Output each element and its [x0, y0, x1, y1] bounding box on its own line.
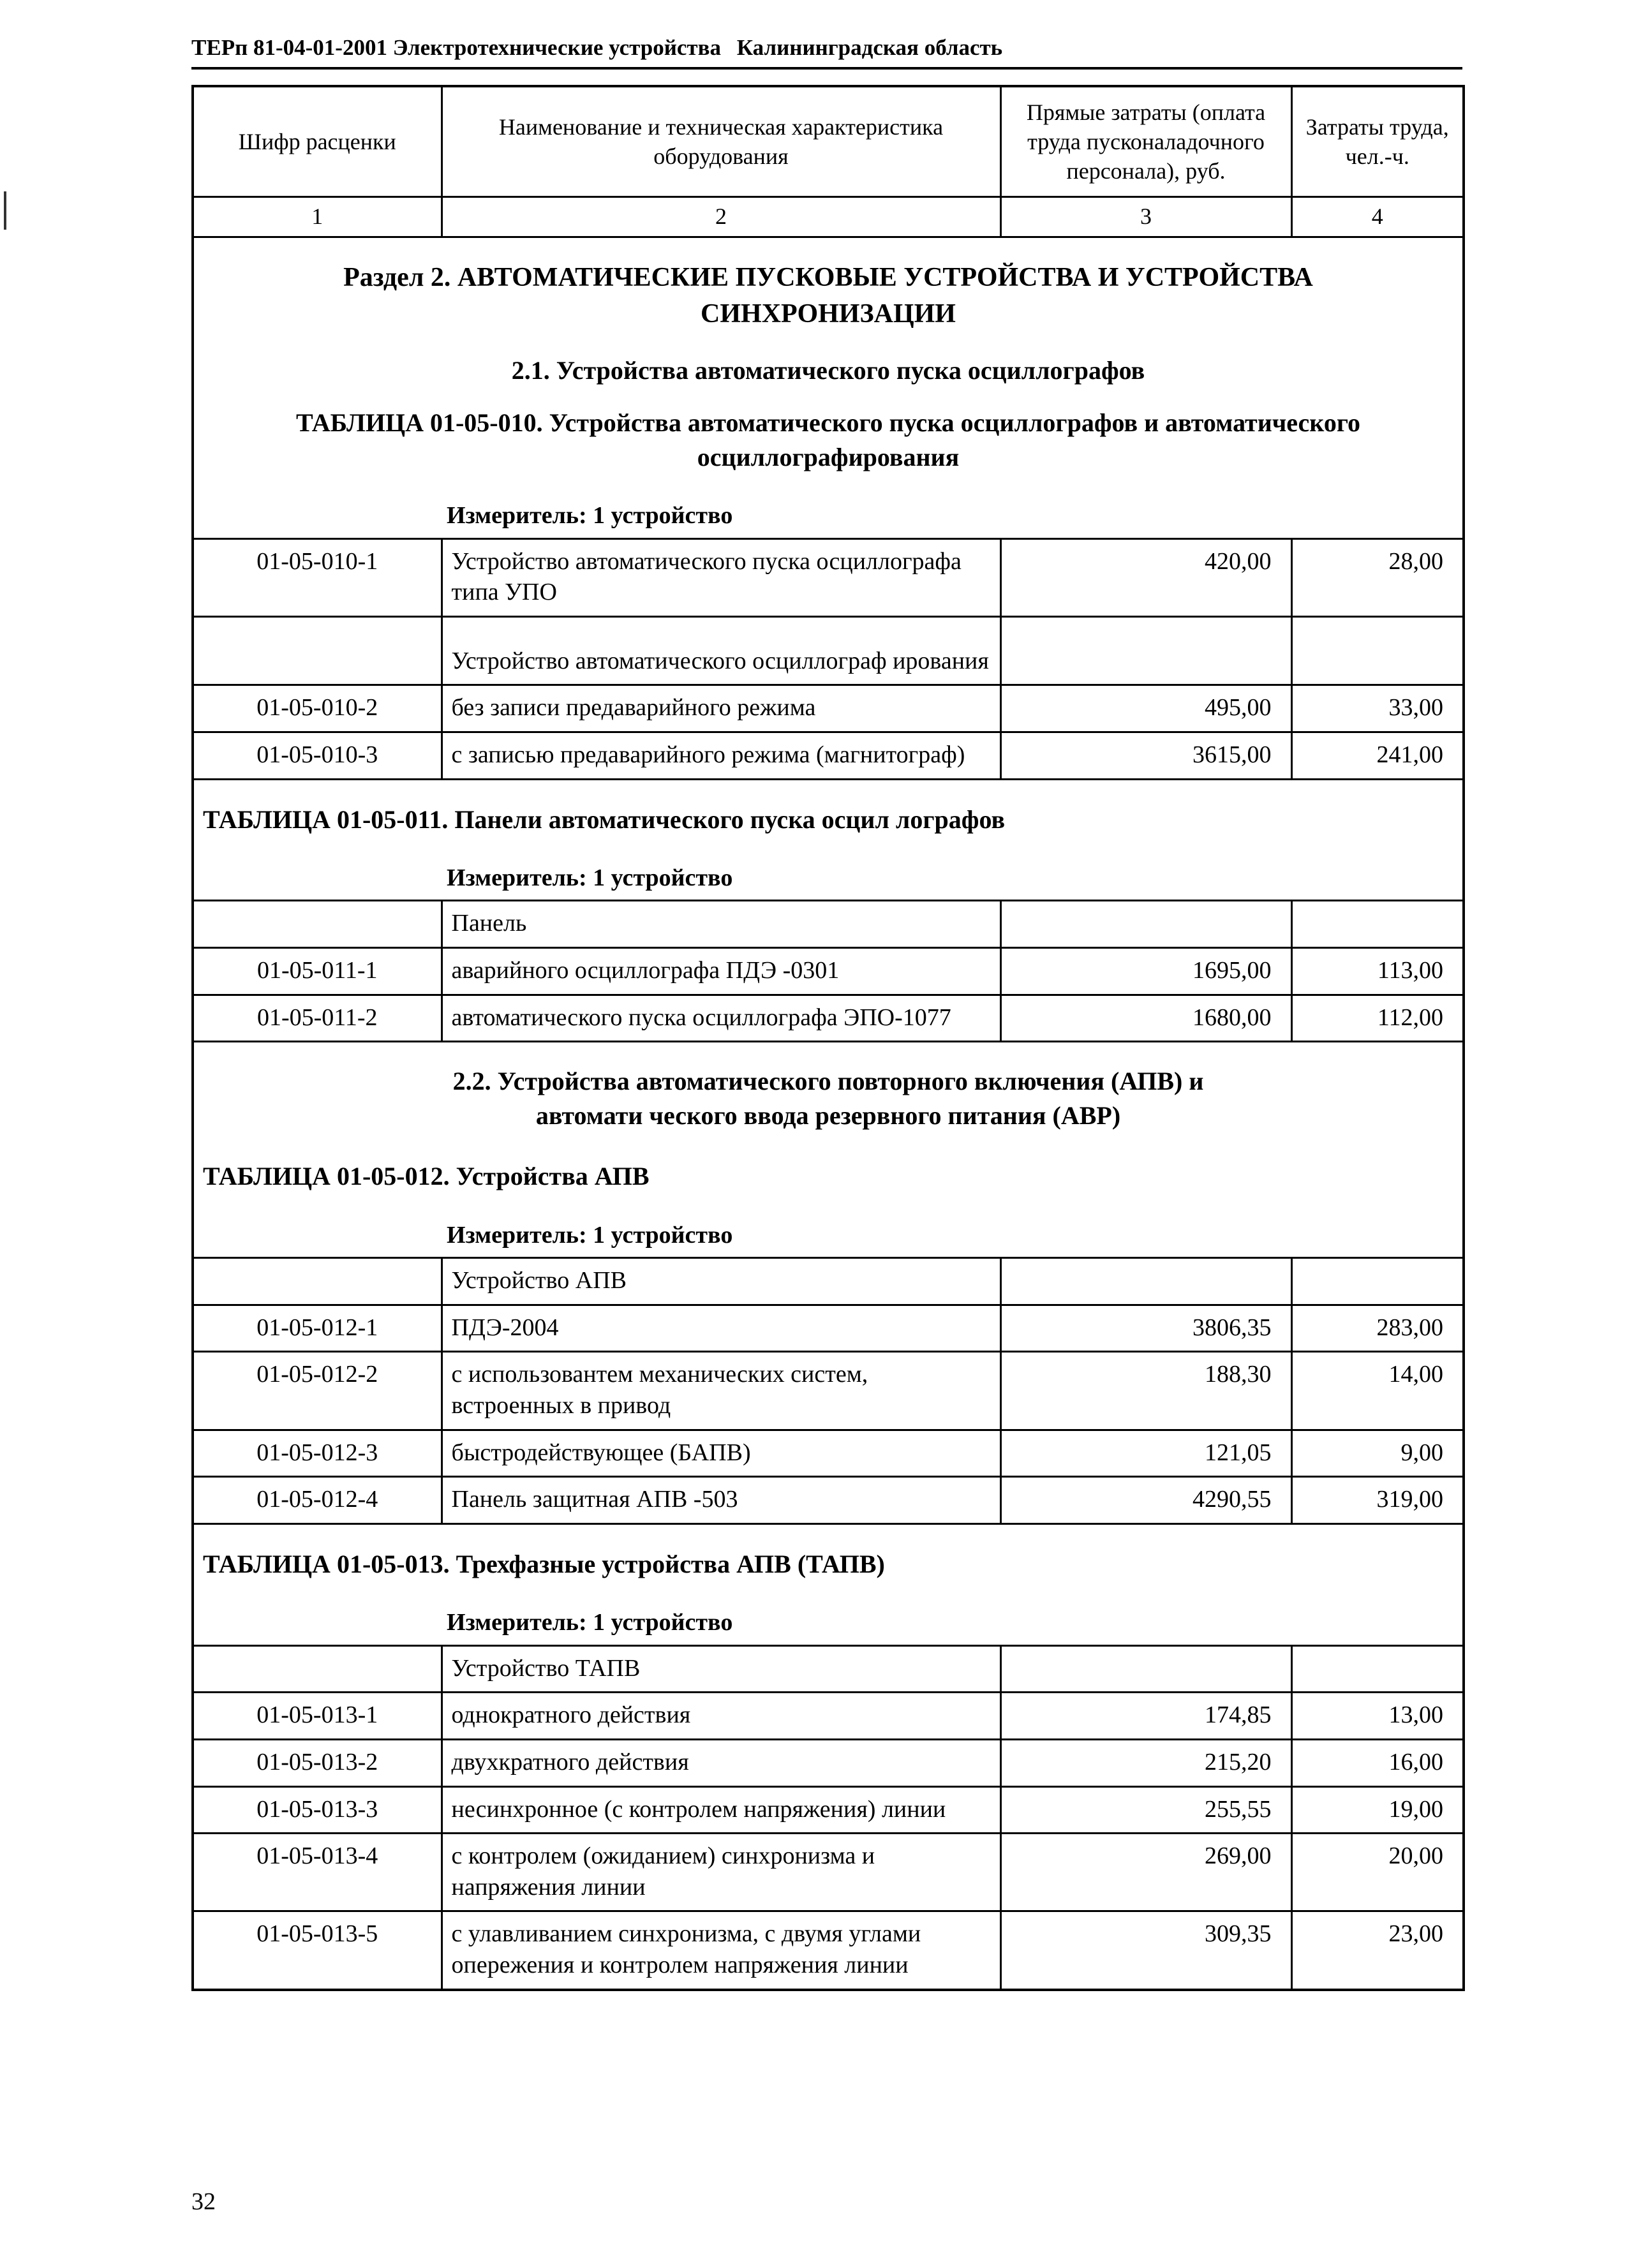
- labor-cost-cell: 13,00: [1291, 1693, 1464, 1740]
- measure-row: [193, 843, 1464, 901]
- table-row: [193, 732, 1464, 780]
- empty-cell: [1000, 901, 1291, 948]
- direct-cost-cell: 255,55: [1000, 1786, 1291, 1834]
- rate-code-cell: 01-05-013-4: [193, 1834, 442, 1911]
- rate-code-cell: 01-05-012-3: [193, 1430, 442, 1477]
- labor-cost-cell: 28,00: [1291, 538, 1464, 616]
- table-row: [193, 1693, 1464, 1740]
- header-region: Калининградская область: [736, 35, 1003, 60]
- direct-cost-cell: 174,85: [1000, 1693, 1291, 1740]
- rate-code-cell: 01-05-011-1: [193, 948, 442, 995]
- group-header-row: [193, 901, 1464, 948]
- empty-cell: [1291, 1258, 1464, 1305]
- rate-code-cell: 01-05-010-1: [193, 538, 442, 616]
- column-number-1: 1: [193, 197, 442, 237]
- document-page: [191, 35, 1462, 1991]
- table-row: [193, 1911, 1464, 1990]
- rate-name-cell: автоматического пуска осциллографа ЭПО-1077: [442, 995, 1000, 1042]
- table-row: [193, 685, 1464, 732]
- rate-code-cell: 01-05-012-4: [193, 1477, 442, 1524]
- labor-cost-cell: 19,00: [1291, 1786, 1464, 1834]
- direct-cost-cell: 215,20: [1000, 1739, 1291, 1786]
- direct-cost-cell: 1680,00: [1000, 995, 1291, 1042]
- measure-label: Измеритель: 1 устройство: [193, 1588, 1464, 1645]
- rate-code-cell: 01-05-010-2: [193, 685, 442, 732]
- group-header-label: Устройство автоматического осциллограф ирования: [442, 616, 1000, 685]
- rate-name-cell: с использовантем механических систем, встроенных в привод: [442, 1352, 1000, 1430]
- table-row: [193, 1430, 1464, 1477]
- rate-name-cell: быстродействующее (БАПВ): [442, 1430, 1000, 1477]
- rate-name-cell: с контролем (ожиданием) синхронизма и напряжения линии: [442, 1834, 1000, 1911]
- group-header-row: [193, 616, 1464, 685]
- labor-cost-cell: 33,00: [1291, 685, 1464, 732]
- rate-name-cell: без записи предаварийного режима: [442, 685, 1000, 732]
- rate-name-cell: несинхронное (с контролем напряжения) линии: [442, 1786, 1000, 1834]
- rate-name-cell: Устройство автоматического пуска осциллографа типа УПО: [442, 538, 1000, 616]
- table-title-010: ТАБЛИЦА 01-05-010. Устройства автоматического пуска осциллографов и автоматического осциллографирования: [296, 408, 1360, 471]
- rate-code-cell: 01-05-010-3: [193, 732, 442, 780]
- direct-cost-cell: 121,05: [1000, 1430, 1291, 1477]
- labor-cost-cell: 112,00: [1291, 995, 1464, 1042]
- group-header-label: Устройство ТАПВ: [442, 1645, 1000, 1693]
- scan-artifact-mark: [4, 191, 6, 230]
- labor-cost-cell: 14,00: [1291, 1352, 1464, 1430]
- direct-cost-cell: 4290,55: [1000, 1477, 1291, 1524]
- rate-code-cell: 01-05-013-3: [193, 1786, 442, 1834]
- table-row: [193, 1477, 1464, 1524]
- labor-cost-cell: 283,00: [1291, 1305, 1464, 1352]
- column-number-3: 3: [1000, 197, 1291, 237]
- rate-code-cell: 01-05-013-2: [193, 1739, 442, 1786]
- column-header-name: Наименование и техническая характеристика оборудования: [442, 86, 1000, 197]
- column-header-labor: Затраты труда, чел.-ч.: [1291, 86, 1464, 197]
- rate-code-cell: 01-05-013-5: [256, 1920, 378, 1948]
- column-number-4: 4: [1291, 197, 1464, 237]
- table-row: [193, 1739, 1464, 1786]
- subsection-heading-row: [193, 1042, 1464, 1138]
- column-number-2: 2: [442, 197, 1000, 237]
- direct-cost-cell: 269,00: [1000, 1834, 1291, 1911]
- empty-cell: [1291, 616, 1464, 685]
- table-title-013: ТАБЛИЦА 01-05-013. Трехфазные устройства АПВ (ТАПВ): [203, 1549, 885, 1578]
- page-number: 32: [191, 2188, 216, 2215]
- table-title-row: [193, 1523, 1464, 1588]
- group-header-label: Панель: [442, 901, 1000, 948]
- table-row: [193, 1786, 1464, 1834]
- subsection-heading-2-1: 2.1. Устройства автоматического пуска осциллографов: [511, 355, 1145, 385]
- labor-cost-cell: 23,00: [1291, 1911, 1464, 1990]
- direct-cost-cell: 1695,00: [1000, 948, 1291, 995]
- rate-name-cell: однократного действия: [442, 1693, 1000, 1740]
- column-number-row: [193, 197, 1464, 237]
- table-row: [193, 1352, 1464, 1430]
- table-row: [193, 1305, 1464, 1352]
- empty-cell: [193, 1258, 442, 1305]
- labor-cost-cell: 319,00: [1291, 1477, 1464, 1524]
- group-header-row: [193, 1645, 1464, 1693]
- measure-row: [193, 1201, 1464, 1258]
- empty-cell: [193, 616, 442, 685]
- table-title-row: [193, 1137, 1464, 1200]
- subsection-heading-row: [193, 337, 1464, 390]
- table-title-row: [193, 390, 1464, 481]
- rate-code-cell: 01-05-012-2: [193, 1352, 442, 1430]
- rate-code-cell: 01-05-013-1: [193, 1693, 442, 1740]
- table-row: [193, 948, 1464, 995]
- rate-code-cell: 01-05-012-1: [193, 1305, 442, 1352]
- labor-cost-cell: 113,00: [1291, 948, 1464, 995]
- rate-name-cell: Панель защитная АПВ -503: [442, 1477, 1000, 1524]
- measure-row: [193, 1588, 1464, 1645]
- rate-name-cell: аварийного осциллографа ПДЭ -0301: [442, 948, 1000, 995]
- direct-cost-cell: 3615,00: [1000, 732, 1291, 780]
- table-header-row: [193, 86, 1464, 197]
- measure-label: Измеритель: 1 устройство: [193, 1201, 1464, 1258]
- empty-cell: [193, 1645, 442, 1693]
- section-heading: Раздел 2. АВТОМАТИЧЕСКИЕ ПУСКОВЫЕ УСТРОЙСТВА И УСТРОЙСТВА СИНХРОНИЗАЦИИ: [343, 263, 1313, 329]
- direct-cost-cell: 3806,35: [1000, 1305, 1291, 1352]
- column-header-direct-cost: Прямые затраты (оплата труда пусконаладочного персонала), руб.: [1000, 86, 1291, 197]
- table-row: [193, 1834, 1464, 1911]
- rate-name-cell: с улавливанием синхронизма, с двумя углами опережения и контролем напряжения линии: [442, 1911, 1000, 1990]
- labor-cost-cell: 16,00: [1291, 1739, 1464, 1786]
- table-row: [193, 538, 1464, 616]
- table-title-011: ТАБЛИЦА 01-05-011. Панели автоматического пуска осцил лографов: [203, 804, 1006, 834]
- rates-table: [191, 85, 1465, 1991]
- measure-label: Измеритель: 1 устройство: [193, 843, 1464, 901]
- labor-cost-cell: 241,00: [1291, 732, 1464, 780]
- direct-cost-cell: 420,00: [1000, 538, 1291, 616]
- measure-label: Измеритель: 1 устройство: [193, 481, 1464, 538]
- table-title-012: ТАБЛИЦА 01-05-012. Устройства АПВ: [203, 1162, 650, 1191]
- empty-cell: [1000, 1645, 1291, 1693]
- table-title-row: [193, 779, 1464, 843]
- empty-cell: [1291, 1645, 1464, 1693]
- empty-cell: [1291, 901, 1464, 948]
- rate-name-cell: двухкратного действия: [442, 1739, 1000, 1786]
- header-document-code: ТЕРп 81-04-01-2001 Электротехнические устройства: [191, 35, 721, 60]
- rate-name-cell: с записью предаварийного режима (магнитограф): [442, 732, 1000, 780]
- empty-cell: [1000, 1258, 1291, 1305]
- subsection-heading-2-2: 2.2. Устройства автоматического повторного включения (АПВ) и автомати ческого ввода резервного питания (АВР): [452, 1067, 1204, 1130]
- table-row: [193, 995, 1464, 1042]
- group-header-row: [193, 1258, 1464, 1305]
- direct-cost-cell: 188,30: [1000, 1352, 1291, 1430]
- column-header-code: Шифр расценки: [193, 86, 442, 197]
- section-heading-row: [193, 237, 1464, 337]
- labor-cost-cell: 20,00: [1291, 1834, 1464, 1911]
- measure-row: [193, 481, 1464, 538]
- labor-cost-cell: 9,00: [1291, 1430, 1464, 1477]
- group-header-label: Устройство АПВ: [442, 1258, 1000, 1305]
- document-header: [191, 35, 1462, 70]
- rate-code-cell: 01-05-011-2: [193, 995, 442, 1042]
- empty-cell: [193, 901, 442, 948]
- direct-cost-cell: 495,00: [1000, 685, 1291, 732]
- direct-cost-cell: 309,35: [1000, 1911, 1291, 1990]
- empty-cell: [1000, 616, 1291, 685]
- rate-name-cell: ПДЭ-2004: [442, 1305, 1000, 1352]
